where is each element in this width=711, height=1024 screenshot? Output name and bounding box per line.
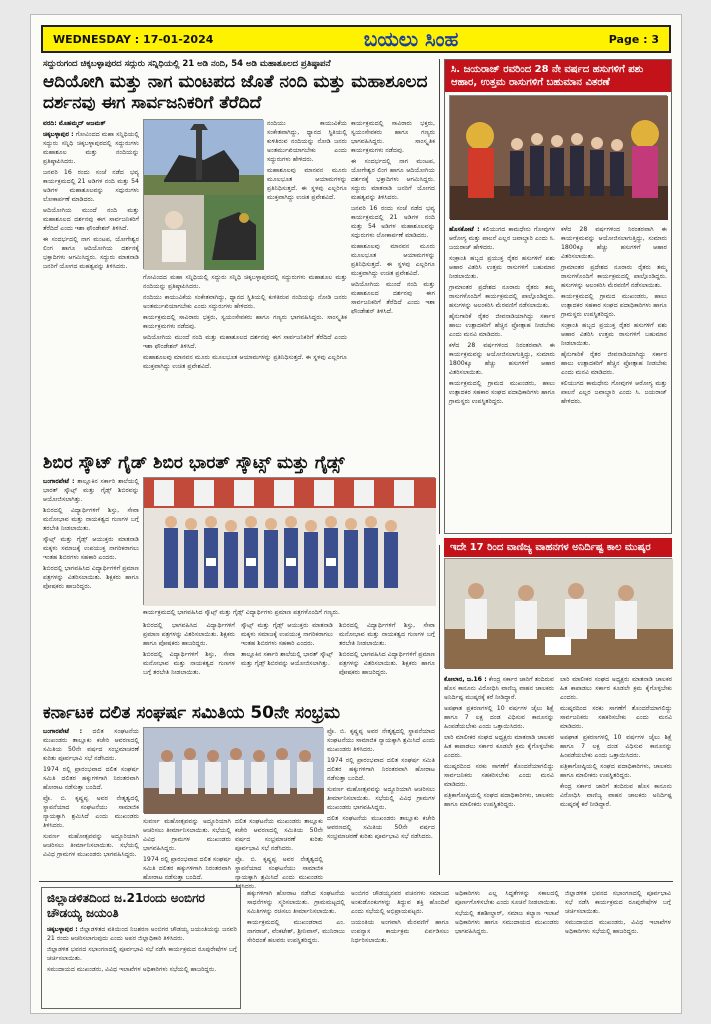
story7-body-col1 bbox=[247, 889, 345, 1009]
story7-body-col2 bbox=[351, 889, 449, 1009]
story1-kicker: ಸದ್ದುರುಗಂದ ಚಿಕ್ಕಬಳ್ಳಾಪುರದ ಸದ್ಗುರು ಸನ್ನಿಧಿಯಲ್ಲಿ 21 ಅಡಿ ನಂದಿ, 54 ಅಡಿ ಮಹಾಶೂಲದ ಪ್ರತಿಷ್ಠಾಪನೆ bbox=[43, 59, 331, 69]
story2-para: ಹೈನುಗಾರಿಕೆ ರೈತರ ಜೀವನಾಡಿಯಾಗಿದ್ದು ಸರ್ಕಾರ ಹಾಲು ಉತ್ಪಾದಕರಿಗೆ ಹೆಚ್ಚಿನ ಪ್ರೋತ್ಸಾಹ ನೀಡಬೇಕು ಎಂದು ಮನವಿ ಮಾಡಿದರು. bbox=[449, 313, 555, 338]
story1-para: ಈ ಸಂದರ್ಭದಲ್ಲಿ ನಾಗ ಮಂಟಪ, ಯೋಗೇಶ್ವರ ಲಿಂಗ ಹಾಗೂ ಆದಿಯೋಗಿಯ ದರ್ಶನಕ್ಕೆ ಭಕ್ತಾದಿಗಳು ಆಗಮಿಸಿದ್ದರು. ಸದ್ದುರು ಮಾತನಾಡಿ ಜನರಿಗೆ ಯೋಗದ ಮಹತ್ವವನ್ನು ತಿಳಿಸಿದರು. bbox=[351, 158, 435, 201]
story4-para: ಮುಷ್ಕರದಿಂದ ಸರಕು ಸಾಗಣೆಗೆ ತೊಂದರೆಯಾಗಲಿದ್ದು ಸಾರ್ವಜನಿಕರು ಸಹಕರಿಸಬೇಕು ಎಂದು ಮನವಿ ಮಾಡಿದರು. bbox=[444, 763, 554, 788]
story1-para: ನಂದಿಯು ಕಾಯುವಿಕೆಯ ಸಂಕೇತವಾಗಿದ್ದು, ಧ್ಯಾನದ ಸ್ಥಿತಿಯಲ್ಲಿ ಕುಳಿತಿರುವ ನಂದಿಯನ್ನು ನೋಡಿ ಜನರು ಅಂತರ್ಮುಖಿಯಾಗಬೇಕು ಎಂದು ಸದ್ದುರುಗಳು ಹೇಳಿದರು. bbox=[143, 294, 347, 310]
story7-para: ಹಕ್ಕುಗಳಿಗಾಗಿ ಹೋರಾಟ ನಡೆಸಿದ ಸಂಘಟನೆಯ ಸಾಧನೆಗಳನ್ನು ಸ್ಮರಿಸಲಾಯಿತು. ಗ್ರಾಮಮಟ್ಟದಲ್ಲಿ ಸಮಿತಿಗಳನ್ನು ರಚಿಸಲು ತೀರ್ಮಾನಿಸಲಾಯಿತು. bbox=[247, 890, 345, 915]
story7-para: ಕಾರ್ಯಕ್ರಮದಲ್ಲಿ ಮುಖಂಡರಾದ ಎಂ. ನಾಗರಾಜ್, ವೆಂಕಟೇಶ್, ಶ್ರೀನಿವಾಸ್, ಮುನಿರಾಜು ಸೇರಿದಂತೆ ಹಲವರು ಉಪಸ್ಥಿತರಿದ್ದರು. bbox=[247, 919, 345, 944]
story2-body-col1 bbox=[449, 225, 555, 530]
story4-place: ಕೋಲಾರ, ಜ.16 : bbox=[444, 676, 487, 683]
column-divider bbox=[439, 59, 440, 534]
story3-body-col4 bbox=[339, 621, 435, 701]
story1-para: ಜನವರಿ 16 ರಂದು ಸಂಜೆ ನಡೆದ ಭವ್ಯ ಕಾರ್ಯಕ್ರಮದಲ್ಲಿ 21 ಅಡಿಗಳ ನಂದಿ ಮತ್ತು 54 ಅಡಿಗಳ ಮಹಾಶೂಲವನ್ನು ಸದ್ಗುರುಗಳು ಲೋಕಾರ್ಪಣೆ ಮಾಡಿದರು. bbox=[351, 205, 435, 239]
story3-headline: ಶಿಬಿರ ಸ್ಕೌಟ್ ಗೈಡ್ ಶಿಬಿರ ಭಾರತ್ ಸ್ಕೌಟ್ಸ್ ಮತ್ತು ಗೈಡ್ಸ್ bbox=[43, 453, 345, 473]
story3-body-col2 bbox=[143, 621, 235, 701]
story4-para: ಮುಷ್ಕರದಿಂದ ಸರಕು ಸಾಗಣೆಗೆ ತೊಂದರೆಯಾಗಲಿದ್ದು ಸಾರ್ವಜನಿಕರು ಸಹಕರಿಸಬೇಕು ಎಂದು ಮನವಿ ಮಾಡಿದರು. bbox=[560, 705, 672, 730]
story4-photo bbox=[444, 558, 672, 668]
story5-para: ಸುವರ್ಣ ಮಹೋತ್ಸವವನ್ನು ಅದ್ದೂರಿಯಾಗಿ ಆಚರಿಸಲು ತೀರ್ಮಾನಿಸಲಾಯಿತು. ಸಭೆಯಲ್ಲಿ ವಿವಿಧ ಗ್ರಾಮಗಳ ಮುಖಂಡರು ಭಾಗವಹಿಸಿದ್ದರು. bbox=[143, 818, 231, 852]
story1-place: ಚಿಕ್ಕಬಳ್ಳಾಪುರ : bbox=[43, 131, 74, 138]
story5-photo bbox=[143, 727, 323, 813]
story1-photo-collage bbox=[143, 119, 263, 269]
story4-para: ಅಪಘಾತ ಪ್ರಕರಣಗಳಲ್ಲಿ 10 ವರ್ಷಗಳ ಜೈಲು ಶಿಕ್ಷೆ ಹಾಗೂ 7 ಲಕ್ಷ ದಂಡ ವಿಧಿಸುವ ಕಾನೂನನ್ನು ಹಿಂಪಡೆಯಬೇಕು ಎಂದು ಒತ್ತಾಯಿಸಿದರು. bbox=[560, 734, 672, 759]
story5-para: 1974 ರಲ್ಲಿ ಪ್ರಾರಂಭವಾದ ದಲಿತ ಸಂಘರ್ಷ ಸಮಿತಿ ದಲಿತರ ಹಕ್ಕುಗಳಿಗಾಗಿ ನಿರಂತರವಾಗಿ ಹೋರಾಟ ನಡೆಸುತ್ತಾ ಬಂದಿದೆ. bbox=[43, 766, 139, 791]
story1-body-col2 bbox=[267, 119, 347, 269]
meeting-group-photo bbox=[144, 728, 324, 814]
story4-body-col1 bbox=[444, 675, 554, 875]
story5-para: ದಲಿತ ಸಂಘಟನೆಯ ಮುಖಂಡರು ತಾಲ್ಲೂಕು ಕಚೇರಿ ಆವರಣದಲ್ಲಿ ಸಮಿತಿಯ 50ನೇ ವರ್ಷದ ಸಂಭ್ರಮಾಚರಣೆ ಕುರಿತು ಪೂರ್ವಭಾವಿ ಸಭೆ ನಡೆಸಿದರು. bbox=[327, 815, 435, 840]
story5-headline: ಕರ್ನಾಟಕ ದಲಿತ ಸಂಘರ್ಷ ಸಮಿತಿಯ 50ನೇ ಸಂಭ್ರಮ bbox=[43, 703, 341, 723]
story2-para: ಕಾರ್ಯಕ್ರಮದಲ್ಲಿ ಗ್ರಾಮದ ಮುಖಂಡರು, ಹಾಲು ಉತ್ಪಾದಕರ ಸಹಕಾರ ಸಂಘದ ಪದಾಧಿಕಾರಿಗಳು ಹಾಗೂ ಗ್ರಾಮಸ್ಥರು ಉಪಸ್ಥಿತರಿದ್ದರು. bbox=[449, 380, 555, 405]
story5-body-col3 bbox=[143, 817, 231, 881]
story2-place: ಹೊಸಕೋಟೆ : bbox=[449, 226, 480, 233]
story2-body-col2 bbox=[561, 225, 667, 530]
newspaper-page bbox=[30, 14, 682, 1014]
story5-para: ಪ್ರೊ. ಬಿ. ಕೃಷ್ಣಪ್ಪ ಅವರ ನೇತೃತ್ವದಲ್ಲಿ ಸ್ಥಾಪನೆಯಾದ ಸಂಘಟನೆಯು ಸಾಮಾಜಿಕ ನ್ಯಾಯಕ್ಕಾಗಿ ಶ್ರಮಿಸಿದೆ ಎಂದು ಮುಖಂಡರು ತಿಳಿಸಿದರು. bbox=[327, 728, 435, 753]
story4-body-col2 bbox=[560, 675, 672, 875]
story1-para: ಮಹಾಶೂಲವು ಮಾನವನ ಮೂರು ಮೂಲಭೂತ ಆಯಾಮಗಳನ್ನು ಪ್ರತಿನಿಧಿಸುತ್ತದೆ. ಈ ಸ್ಥಳವು ಎಲ್ಲರಿಗೂ ಮುಕ್ತವಾಗಿದ್ದು ಉಚಿತ ಪ್ರವೇಶವಿದೆ. bbox=[351, 243, 435, 277]
story6-para: ಜಿಲ್ಲಾಡಳಿತದ ವತಿಯಿಂದ ನಿಜಶರಣ ಅಂಬಿಗರ ಚೌಡಯ್ಯ ಜಯಂತಿಯನ್ನು ಜನವರಿ 21 ರಂದು ಆಚರಿಸಲಾಗುವುದು ಎಂದು ಅಪರ ಜಿಲ್ಲಾಧಿಕಾರಿ ತಿಳಿಸಿದರು. bbox=[47, 926, 237, 942]
story2-para: ಹೈನುಗಾರಿಕೆ ರೈತರ ಜೀವನಾಡಿಯಾಗಿದ್ದು ಸರ್ಕಾರ ಹಾಲು ಉತ್ಪಾದಕರಿಗೆ ಹೆಚ್ಚಿನ ಪ್ರೋತ್ಸಾಹ ನೀಡಬೇಕು ಎಂದು ಮನವಿ ಮಾಡಿದರು. bbox=[561, 351, 667, 376]
section-divider bbox=[39, 881, 673, 882]
story1-para: ನಂದಿಯು ಕಾಯುವಿಕೆಯ ಸಂಕೇತವಾಗಿದ್ದು, ಧ್ಯಾನದ ಸ್ಥಿತಿಯಲ್ಲಿ ಕುಳಿತಿರುವ ನಂದಿಯನ್ನು ನೋಡಿ ಜನರು ಅಂತರ್ಮುಖಿಯಾಗಬೇಕು ಎಂದು ಸದ್ದುರುಗಳು ಹೇಳಿದರು. bbox=[267, 120, 347, 163]
story4-headline: ಇದೇ 17 ರಿಂದ ವಾಣಿಜ್ಯ ವಾಹನಗಳ ಅನಿರ್ದಿಷ್ಟ ಕಾಲ ಮುಷ್ಕರ bbox=[444, 538, 672, 557]
story3-body-col3 bbox=[241, 621, 333, 701]
story3-para: ಸ್ಕೌಟ್ಸ್ ಮತ್ತು ಗೈಡ್ಸ್ ಆಯುಕ್ತರು ಮಾತನಾಡಿ ಮಕ್ಕಳು ಸಮಾಜಕ್ಕೆ ಉಪಯುಕ್ತ ನಾಗರಿಕರಾಗಲು ಇಂತಹ ಶಿಬಿರಗಳು ಸಹಕಾರಿ ಎಂದರು. bbox=[43, 536, 139, 561]
story2-para: ಕಾರ್ಯಕ್ರಮದಲ್ಲಿ ಗ್ರಾಮದ ಮುಖಂಡರು, ಹಾಲು ಉತ್ಪಾದಕರ ಸಹಕಾರ ಸಂಘದ ಪದಾಧಿಕಾರಿಗಳು ಹಾಗೂ ಗ್ರಾಮಸ್ಥರು ಉಪಸ್ಥಿತರಿದ್ದರು. bbox=[561, 293, 667, 318]
story2-para: ಗ್ರಾಮಾಂತರ ಪ್ರದೇಶದ ನೂರಾರು ರೈತರು ತಮ್ಮ ರಾಸುಗಳೊಂದಿಗೆ ಕಾರ್ಯಕ್ರಮದಲ್ಲಿ ಪಾಲ್ಗೊಂಡಿದ್ದರು. ಹಸುಗಳನ್ನು ಅಲಂಕರಿಸಿ ಮೆರವಣಿಗೆ ನಡೆಸಲಾಯಿತು. bbox=[449, 284, 555, 309]
nandi-statue-photo bbox=[144, 120, 264, 270]
story2-para: ಕಲಿಯುಗದ ಕಾಮಧೇನು ಗೋವುಗಳ ಆರೋಗ್ಯ ಮತ್ತು ಪಾಲನೆ ಎಲ್ಲರ ಜವಾಬ್ದಾರಿ ಎಂದು ಸಿ. ಜಯರಾಜ್ ಹೇಳಿದರು. bbox=[449, 226, 555, 251]
story1-byline: ವರದಿ: ಮೊಹಮ್ಮದ್ ಅಜಮತ್ bbox=[43, 120, 106, 127]
story3-para: ಶಿಬಿರದಲ್ಲಿ ವಿದ್ಯಾರ್ಥಿಗಳಿಗೆ ಶಿಸ್ತು, ಸೇವಾ ಮನೋಭಾವ ಮತ್ತು ನಾಯಕತ್ವದ ಗುಣಗಳ ಬಗ್ಗೆ ತರಬೇತಿ ನೀಡಲಾಯಿತು. bbox=[339, 622, 435, 647]
story4-para: ಲಾರಿ ಮಾಲೀಕರ ಸಂಘದ ಅಧ್ಯಕ್ಷರು ಮಾತನಾಡಿ ಚಾಲಕರ ಹಿತ ಕಾಪಾಡಲು ಸರ್ಕಾರ ಕೂಡಲೇ ಕ್ರಮ ಕೈಗೊಳ್ಳಬೇಕು ಎಂದರು. bbox=[560, 676, 672, 701]
story4-para: ಅಪಘಾತ ಪ್ರಕರಣಗಳಲ್ಲಿ 10 ವರ್ಷಗಳ ಜೈಲು ಶಿಕ್ಷೆ ಹಾಗೂ 7 ಲಕ್ಷ ದಂಡ ವಿಧಿಸುವ ಕಾನೂನನ್ನು ಹಿಂಪಡೆಯಬೇಕು ಎಂದು ಒತ್ತಾಯಿಸಿದರು. bbox=[444, 705, 554, 730]
yakshagana-stage-photo bbox=[450, 96, 668, 220]
story5-para: ಸುವರ್ಣ ಮಹೋತ್ಸವವನ್ನು ಅದ್ದೂರಿಯಾಗಿ ಆಚರಿಸಲು ತೀರ್ಮಾನಿಸಲಾಯಿತು. ಸಭೆಯಲ್ಲಿ ವಿವಿಧ ಗ್ರಾಮಗಳ ಮುಖಂಡರು ಭಾಗವಹಿಸಿದ್ದರು. bbox=[43, 833, 139, 858]
story2-para: ಸಂಕ್ರಾಂತಿ ಹಬ್ಬದ ಪ್ರಯುಕ್ತ ರೈತರ ಹಸುಗಳಿಗೆ ಪಶು ಆಹಾರ ವಿತರಿಸಿ ಉತ್ತಮ ರಾಸುಗಳಿಗೆ ಬಹುಮಾನ ನೀಡಲಾಯಿತು. bbox=[449, 255, 555, 280]
scouts-group-photo bbox=[144, 478, 436, 606]
story1-para: ಗೋವಿಂದದ ಮಹಾ ಸನ್ನಿಧಿಯಲ್ಲಿ ಸದ್ದುರು ಸನ್ನಿಧಿ ಚಿಕ್ಕಬಳ್ಳಾಪುರದಲ್ಲಿ ಸದ್ದುರುಗಳು ಮಹಾಶೂಲ ಮತ್ತು ನಂದಿಯನ್ನು ಪ್ರತಿಷ್ಠಾಪಿಸಿದರು. bbox=[143, 274, 347, 290]
story6-body bbox=[47, 925, 237, 1005]
story9-para: ಅಧಿಕಾರಿಗಳು ಎಲ್ಲ ಸಿದ್ಧತೆಗಳನ್ನು ಸಕಾಲದಲ್ಲಿ ಪೂರ್ಣಗೊಳಿಸಬೇಕು ಎಂದು ಸೂಚನೆ ನೀಡಲಾಯಿತು. bbox=[455, 890, 559, 906]
story5-para: ದಲಿತ ಸಂಘಟನೆಯ ಮುಖಂಡರು ತಾಲ್ಲೂಕು ಕಚೇರಿ ಆವರಣದಲ್ಲಿ ಸಮಿತಿಯ 50ನೇ ವರ್ಷದ ಸಂಭ್ರಮಾಚರಣೆ ಕುರಿತು ಪೂರ್ವಭಾವಿ ಸಭೆ ನಡೆಸಿದರು. bbox=[235, 818, 323, 852]
masthead-page-number: Page : 3 bbox=[608, 32, 659, 46]
story6-para: ಜಿಲ್ಲಾಡಳಿತ ಭವನದ ಸಭಾಂಗಣದಲ್ಲಿ ಪೂರ್ವಭಾವಿ ಸಭೆ ನಡೆಸಿ ಕಾರ್ಯಕ್ರಮದ ರೂಪುರೇಷೆಗಳ ಬಗ್ಗೆ ಚರ್ಚಿಸಲಾಯಿತು. bbox=[565, 890, 671, 915]
masthead bbox=[41, 25, 671, 53]
story5-para: ಸುವರ್ಣ ಮಹೋತ್ಸವವನ್ನು ಅದ್ದೂರಿಯಾಗಿ ಆಚರಿಸಲು ತೀರ್ಮಾನಿಸಲಾಯಿತು. ಸಭೆಯಲ್ಲಿ ವಿವಿಧ ಗ್ರಾಮಗಳ ಮುಖಂಡರು ಭಾಗವಹಿಸಿದ್ದರು. bbox=[327, 786, 435, 811]
story5-body-col4 bbox=[235, 817, 323, 890]
story5-body-col2 bbox=[327, 727, 435, 877]
story3-para: ಶಿಬಿರದಲ್ಲಿ ವಿದ್ಯಾರ್ಥಿಗಳಿಗೆ ಶಿಸ್ತು, ಸೇವಾ ಮನೋಭಾವ ಮತ್ತು ನಾಯಕತ್ವದ ಗುಣಗಳ ಬಗ್ಗೆ ತರಬೇತಿ ನೀಡಲಾಯಿತು. bbox=[143, 651, 235, 676]
story1-para: ಗೋವಿಂದದ ಮಹಾ ಸನ್ನಿಧಿಯಲ್ಲಿ ಸದ್ದುರು ಸನ್ನಿಧಿ ಚಿಕ್ಕಬಳ್ಳಾಪುರದಲ್ಲಿ ಸದ್ದುರುಗಳು ಮಹಾಶೂಲ ಮತ್ತು ನಂದಿಯನ್ನು ಪ್ರತಿಷ್ಠಾಪಿಸಿದರು. bbox=[43, 131, 140, 165]
story3-photo bbox=[143, 477, 435, 605]
story4-para: ಲಾರಿ ಮಾಲೀಕರ ಸಂಘದ ಅಧ್ಯಕ್ಷರು ಮಾತನಾಡಿ ಚಾಲಕರ ಹಿತ ಕಾಪಾಡಲು ಸರ್ಕಾರ ಕೂಡಲೇ ಕ್ರಮ ಕೈಗೊಳ್ಳಬೇಕು ಎಂದರು. bbox=[444, 734, 554, 759]
story4-para: ಕೇಂದ್ರ ಸರ್ಕಾರ ಜಾರಿಗೆ ತಂದಿರುವ ಹೊಸ ಕಾನೂನು ವಿರೋಧಿಸಿ ವಾಣಿಜ್ಯ ವಾಹನ ಚಾಲಕರು ಅನಿರ್ದಿಷ್ಟ ಮುಷ್ಕರಕ್ಕೆ ಕರೆ ನೀಡಿದ್ದಾರೆ. bbox=[444, 676, 554, 701]
story2-para: ಸಂಕ್ರಾಂತಿ ಹಬ್ಬದ ಪ್ರಯುಕ್ತ ರೈತರ ಹಸುಗಳಿಗೆ ಪಶು ಆಹಾರ ವಿತರಿಸಿ ಉತ್ತಮ ರಾಸುಗಳಿಗೆ ಬಹುಮಾನ ನೀಡಲಾಯಿತು. bbox=[561, 322, 667, 347]
story5-place: ಬಂಗಾರಪೇಟೆ : bbox=[43, 728, 83, 735]
masthead-title: ಬಯಲು ಸಿಂಹ bbox=[363, 27, 459, 51]
story3-place: ಬಂಗಾರಪೇಟೆ : bbox=[43, 478, 75, 485]
story5-para: ದಲಿತ ಸಂಘಟನೆಯ ಮುಖಂಡರು ತಾಲ್ಲೂಕು ಕಚೇರಿ ಆವರಣದಲ್ಲಿ ಸಮಿತಿಯ 50ನೇ ವರ್ಷದ ಸಂಭ್ರಮಾಚರಣೆ ಕುರಿತು ಪೂರ್ವಭಾವಿ ಸಭೆ ನಡೆಸಿದರು. bbox=[43, 728, 139, 762]
story1-para: ಆದಿಯೋಗಿಯ ಮುಂದೆ ನಂದಿ ಮತ್ತು ಮಹಾಶೂಲದ ದರ್ಶನವು ಈಗ ಸಾರ್ವಜನಿಕರಿಗೆ ತೆರೆದಿದೆ ಎಂದು ಇಶಾ ಫೌಂಡೇಶನ್ ತಿಳಿಸಿದೆ. bbox=[43, 207, 139, 232]
story6-place: ಚಿಕ್ಕಬಳ್ಳಾಪುರ : bbox=[47, 926, 78, 933]
story1-body-col4 bbox=[143, 273, 347, 449]
story4-para: ಕೇಂದ್ರ ಸರ್ಕಾರ ಜಾರಿಗೆ ತಂದಿರುವ ಹೊಸ ಕಾನೂನು ವಿರೋಧಿಸಿ ವಾಣಿಜ್ಯ ವಾಹನ ಚಾಲಕರು ಅನಿರ್ದಿಷ್ಟ ಮುಷ್ಕರಕ್ಕೆ ಕರೆ ನೀಡಿದ್ದಾರೆ. bbox=[560, 783, 672, 808]
story1-para: ಆದಿಯೋಗಿಯ ಮುಂದೆ ನಂದಿ ಮತ್ತು ಮಹಾಶೂಲದ ದರ್ಶನವು ಈಗ ಸಾರ್ವಜನಿಕರಿಗೆ ತೆರೆದಿದೆ ಎಂದು ಇಶಾ ಫೌಂಡೇಶನ್ ತಿಳಿಸಿದೆ. bbox=[351, 281, 435, 315]
story2-para: ಕಳೆದ 28 ವರ್ಷಗಳಿಂದ ನಿರಂತರವಾಗಿ ಈ ಕಾರ್ಯಕ್ರಮವನ್ನು ಆಯೋಜಿಸಲಾಗುತ್ತಿದ್ದು, ಸುಮಾರು 1800ಕ್ಕೂ ಹೆಚ್ಚು ಹಸುಗಳಿಗೆ ಆಹಾರ ವಿತರಿಸಲಾಯಿತು. bbox=[449, 342, 555, 376]
story5-para: ಪ್ರೊ. ಬಿ. ಕೃಷ್ಣಪ್ಪ ಅವರ ನೇತೃತ್ವದಲ್ಲಿ ಸ್ಥಾಪನೆಯಾದ ಸಂಘಟನೆಯು ಸಾಮಾಜಿಕ ನ್ಯಾಯಕ್ಕಾಗಿ ಶ್ರಮಿಸಿದೆ ಎಂದು ಮುಖಂಡರು ತಿಳಿಸಿದರು. bbox=[43, 795, 139, 829]
story3-body-col1 bbox=[43, 477, 139, 697]
story3-para: ಸ್ಕೌಟ್ಸ್ ಮತ್ತು ಗೈಡ್ಸ್ ಆಯುಕ್ತರು ಮಾತನಾಡಿ ಮಕ್ಕಳು ಸಮಾಜಕ್ಕೆ ಉಪಯುಕ್ತ ನಾಗರಿಕರಾಗಲು ಇಂತಹ ಶಿಬಿರಗಳು ಸಹಕಾರಿ ಎಂದರು. bbox=[241, 622, 333, 647]
story5-para: ಪ್ರೊ. ಬಿ. ಕೃಷ್ಣಪ್ಪ ಅವರ ನೇತೃತ್ವದಲ್ಲಿ ಸ್ಥಾಪನೆಯಾದ ಸಂಘಟನೆಯು ಸಾಮಾಜಿಕ ನ್ಯಾಯಕ್ಕಾಗಿ ಶ್ರಮಿಸಿದೆ ಎಂದು ಮುಖಂಡರು ತಿಳಿಸಿದರು. bbox=[235, 856, 323, 890]
story3-para: ಶಿಬಿರದಲ್ಲಿ ಭಾಗವಹಿಸಿದ ವಿದ್ಯಾರ್ಥಿಗಳಿಗೆ ಪ್ರಮಾಣ ಪತ್ರಗಳನ್ನು ವಿತರಿಸಲಾಯಿತು. ಶಿಕ್ಷಕರು ಹಾಗೂ ಪೋಷಕರು ಹಾಜರಿದ್ದರು. bbox=[43, 565, 139, 590]
story5-para: 1974 ರಲ್ಲಿ ಪ್ರಾರಂಭವಾದ ದಲಿತ ಸಂಘರ್ಷ ಸಮಿತಿ ದಲಿತರ ಹಕ್ಕುಗಳಿಗಾಗಿ ನಿರಂತರವಾಗಿ ಹೋರಾಟ ನಡೆಸುತ್ತಾ ಬಂದಿದೆ. bbox=[327, 757, 435, 782]
press-meet-photo bbox=[445, 559, 673, 669]
story1-para: ಆದಿಯೋಗಿಯ ಮುಂದೆ ನಂದಿ ಮತ್ತು ಮಹಾಶೂಲದ ದರ್ಶನವು ಈಗ ಸಾರ್ವಜನಿಕರಿಗೆ ತೆರೆದಿದೆ ಎಂದು ಇಶಾ ಫೌಂಡೇಶನ್ ತಿಳಿಸಿದೆ. bbox=[143, 334, 347, 350]
story2-headline: ಸಿ. ಜಯರಾಜ್ ರವರಿಂದ 28 ನೇ ವರ್ಷದ ಹಸುಗಳಿಗೆ ಪಶು ಆಹಾರ, ಉತ್ತಮ ರಾಸುಗಳಿಗೆ ಬಹುಮಾನ ವಿತರಣೆ bbox=[445, 60, 671, 92]
story2-para: ಕಲಿಯುಗದ ಕಾಮಧೇನು ಗೋವುಗಳ ಆರೋಗ್ಯ ಮತ್ತು ಪಾಲನೆ ಎಲ್ಲರ ಜವಾಬ್ದಾರಿ ಎಂದು ಸಿ. ಜಯರಾಜ್ ಹೇಳಿದರು. bbox=[561, 380, 667, 405]
story3-para: ತಾಲ್ಲೂಕಿನ ಸರ್ಕಾರಿ ಶಾಲೆಯಲ್ಲಿ ಭಾರತ್ ಸ್ಕೌಟ್ಸ್ ಮತ್ತು ಗೈಡ್ಸ್ ಶಿಬಿರವನ್ನು ಆಯೋಜಿಸಲಾಗಿತ್ತು. bbox=[43, 478, 140, 503]
story1-body-col1 bbox=[43, 119, 139, 419]
story2-photo bbox=[449, 95, 667, 219]
story6-para: ಸಮುದಾಯದ ಮುಖಂಡರು, ವಿವಿಧ ಇಲಾಖೆಗಳ ಅಧಿಕಾರಿಗಳು ಸಭೆಯಲ್ಲಿ ಹಾಜರಿದ್ದರು. bbox=[47, 966, 217, 973]
story3-para: ಶಿಬಿರದಲ್ಲಿ ವಿದ್ಯಾರ್ಥಿಗಳಿಗೆ ಶಿಸ್ತು, ಸೇವಾ ಮನೋಭಾವ ಮತ್ತು ನಾಯಕತ್ವದ ಗುಣಗಳ ಬಗ್ಗೆ ತರಬೇತಿ ನೀಡಲಾಯಿತು. bbox=[43, 507, 139, 532]
story8-para: ಜಯಂತಿಯ ಅಂಗವಾಗಿ ಮೆರವಣಿಗೆ ಹಾಗೂ ಉಪನ್ಯಾಸ ಕಾರ್ಯಕ್ರಮ ಏರ್ಪಡಿಸಲು ನಿರ್ಧರಿಸಲಾಯಿತು. bbox=[351, 919, 449, 944]
story2-para: ಗ್ರಾಮಾಂತರ ಪ್ರದೇಶದ ನೂರಾರು ರೈತರು ತಮ್ಮ ರಾಸುಗಳೊಂದಿಗೆ ಕಾರ್ಯಕ್ರಮದಲ್ಲಿ ಪಾಲ್ಗೊಂಡಿದ್ದರು. ಹಸುಗಳನ್ನು ಅಲಂಕರಿಸಿ ಮೆರವಣಿಗೆ ನಡೆಸಲಾಯಿತು. bbox=[561, 264, 667, 289]
story3-para: ಶಿಬಿರದಲ್ಲಿ ಭಾಗವಹಿಸಿದ ವಿದ್ಯಾರ್ಥಿಗಳಿಗೆ ಪ್ರಮಾಣ ಪತ್ರಗಳನ್ನು ವಿತರಿಸಲಾಯಿತು. ಶಿಕ್ಷಕರು ಹಾಗೂ ಪೋಷಕರು ಹಾಜರಿದ್ದರು. bbox=[339, 651, 435, 676]
story1-para: ಮಹಾಶೂಲವು ಮಾನವನ ಮೂರು ಮೂಲಭೂತ ಆಯಾಮಗಳನ್ನು ಪ್ರತಿನಿಧಿಸುತ್ತದೆ. ಈ ಸ್ಥಳವು ಎಲ್ಲರಿಗೂ ಮುಕ್ತವಾಗಿದ್ದು ಉಚಿತ ಪ್ರವೇಶವಿದೆ. bbox=[267, 167, 347, 201]
story3-para: ಶಿಬಿರದಲ್ಲಿ ಭಾಗವಹಿಸಿದ ವಿದ್ಯಾರ್ಥಿಗಳಿಗೆ ಪ್ರಮಾಣ ಪತ್ರಗಳನ್ನು ವಿತರಿಸಲಾಯಿತು. ಶಿಕ್ಷಕರು ಹಾಗೂ ಪೋಷಕರು ಹಾಜರಿದ್ದರು. bbox=[143, 622, 235, 647]
story1-para: ಮಹಾಶೂಲವು ಮಾನವನ ಮೂರು ಮೂಲಭೂತ ಆಯಾಮಗಳನ್ನು ಪ್ರತಿನಿಧಿಸುತ್ತದೆ. ಈ ಸ್ಥಳವು ಎಲ್ಲರಿಗೂ ಮುಕ್ತವಾಗಿದ್ದು ಉಚಿತ ಪ್ರವೇಶವಿದೆ. bbox=[143, 354, 347, 370]
story8-body bbox=[455, 889, 559, 1009]
story3-caption: ಕಾರ್ಯಕ್ರಮದಲ್ಲಿ ಭಾಗವಹಿಸಿದ ಸ್ಕೌಟ್ಸ್ ಮತ್ತು ಗೈಡ್ಸ್ ವಿದ್ಯಾರ್ಥಿಗಳು ಪ್ರಮಾಣ ಪತ್ರಗಳೊಂದಿಗೆ ಗಣ್ಯರು. bbox=[143, 609, 340, 616]
story1-para: ಜನವರಿ 16 ರಂದು ಸಂಜೆ ನಡೆದ ಭವ್ಯ ಕಾರ್ಯಕ್ರಮದಲ್ಲಿ 21 ಅಡಿಗಳ ನಂದಿ ಮತ್ತು 54 ಅಡಿಗಳ ಮಹಾಶೂಲವನ್ನು ಸದ್ಗುರುಗಳು ಲೋಕಾರ್ಪಣೆ ಮಾಡಿದರು. bbox=[43, 169, 139, 203]
story4-para: ಪತ್ರಿಕಾಗೋಷ್ಠಿಯಲ್ಲಿ ಸಂಘದ ಪದಾಧಿಕಾರಿಗಳು, ಚಾಲಕರು ಹಾಗೂ ಮಾಲೀಕರು ಉಪಸ್ಥಿತರಿದ್ದರು. bbox=[560, 763, 672, 779]
story2-para: ಕಳೆದ 28 ವರ್ಷಗಳಿಂದ ನಿರಂತರವಾಗಿ ಈ ಕಾರ್ಯಕ್ರಮವನ್ನು ಆಯೋಜಿಸಲಾಗುತ್ತಿದ್ದು, ಸುಮಾರು 1800ಕ್ಕೂ ಹೆಚ್ಚು ಹಸುಗಳಿಗೆ ಆಹಾರ ವಿತರಿಸಲಾಯಿತು. bbox=[561, 226, 667, 260]
story3-para: ತಾಲ್ಲೂಕಿನ ಸರ್ಕಾರಿ ಶಾಲೆಯಲ್ಲಿ ಭಾರತ್ ಸ್ಕೌಟ್ಸ್ ಮತ್ತು ಗೈಡ್ಸ್ ಶಿಬಿರವನ್ನು ಆಯೋಜಿಸಲಾಗಿತ್ತು. bbox=[241, 651, 333, 667]
story1-headline: ಆದಿಯೋಗಿ ಮತ್ತು ನಾಗ ಮಂಟಪದ ಜೊತೆ ನಂದಿ ಮತ್ತು ಮಹಾಶೂಲದ ದರ್ಶನವು ಈಗ ಸಾರ್ವಜನಿಕರಿಗೆ ತೆರೆದಿದೆ bbox=[43, 72, 428, 114]
story1-para: ಕಾರ್ಯಕ್ರಮದಲ್ಲಿ ಸಾವಿರಾರು ಭಕ್ತರು, ಸ್ವಯಂಸೇವಕರು ಹಾಗೂ ಗಣ್ಯರು ಭಾಗವಹಿಸಿದ್ದರು. ಸಾಂಸ್ಕೃತಿಕ ಕಾರ್ಯಕ್ರಮಗಳು ನಡೆದವು. bbox=[143, 314, 347, 330]
masthead-date: WEDNESDAY : 17-01-2024 bbox=[53, 32, 214, 46]
story6-headline: ಜಿಲ್ಲಾಡಳಿತದಿಂದ ಜ.21ರಂದು ಅಂಬಿಗರ ಚೌಡಯ್ಯ ಜಯಂತಿ bbox=[47, 891, 205, 920]
story9-para: ಸಭೆಯಲ್ಲಿ ತಹಶೀಲ್ದಾರ್, ಸಮಾಜ ಕಲ್ಯಾಣ ಇಲಾಖೆ ಅಧಿಕಾರಿಗಳು ಹಾಗೂ ಸಮುದಾಯದ ಮುಖಂಡರು ಭಾಗವಹಿಸಿದ್ದರು. bbox=[455, 910, 559, 935]
story4-para: ಪತ್ರಿಕಾಗೋಷ್ಠಿಯಲ್ಲಿ ಸಂಘದ ಪದಾಧಿಕಾರಿಗಳು, ಚಾಲಕರು ಹಾಗೂ ಮಾಲೀಕರು ಉಪಸ್ಥಿತರಿದ್ದರು. bbox=[444, 792, 554, 808]
story1-body-col3 bbox=[351, 119, 435, 449]
story5-para: 1974 ರಲ್ಲಿ ಪ್ರಾರಂಭವಾದ ದಲಿತ ಸಂಘರ್ಷ ಸಮಿತಿ ದಲಿತರ ಹಕ್ಕುಗಳಿಗಾಗಿ ನಿರಂತರವಾಗಿ ಹೋರಾಟ ನಡೆಸುತ್ತಾ ಬಂದಿದೆ. bbox=[143, 856, 231, 881]
story5-body-col1 bbox=[43, 727, 139, 877]
story6-para: ಜಿಲ್ಲಾಡಳಿತ ಭವನದ ಸಭಾಂಗಣದಲ್ಲಿ ಪೂರ್ವಭಾವಿ ಸಭೆ ನಡೆಸಿ ಕಾರ್ಯಕ್ರಮದ ರೂಪುರೇಷೆಗಳ ಬಗ್ಗೆ ಚರ್ಚಿಸಲಾಯಿತು. bbox=[47, 946, 237, 962]
story1-para: ಕಾರ್ಯಕ್ರಮದಲ್ಲಿ ಸಾವಿರಾರು ಭಕ್ತರು, ಸ್ವಯಂಸೇವಕರು ಹಾಗೂ ಗಣ್ಯರು ಭಾಗವಹಿಸಿದ್ದರು. ಸಾಂಸ್ಕೃತಿಕ ಕಾರ್ಯಕ್ರಮಗಳು ನಡೆದವು. bbox=[351, 120, 435, 154]
column-divider bbox=[439, 545, 440, 875]
story6-para: ಸಮುದಾಯದ ಮುಖಂಡರು, ವಿವಿಧ ಇಲಾಖೆಗಳ ಅಧಿಕಾರಿಗಳು ಸಭೆಯಲ್ಲಿ ಹಾಜರಿದ್ದರು. bbox=[565, 919, 671, 935]
story1-para: ಈ ಸಂದರ್ಭದಲ್ಲಿ ನಾಗ ಮಂಟಪ, ಯೋಗೇಶ್ವರ ಲಿಂಗ ಹಾಗೂ ಆದಿಯೋಗಿಯ ದರ್ಶನಕ್ಕೆ ಭಕ್ತಾದಿಗಳು ಆಗಮಿಸಿದ್ದರು. ಸದ್ದುರು ಮಾತನಾಡಿ ಜನರಿಗೆ ಯೋಗದ ಮಹತ್ವವನ್ನು ತಿಳಿಸಿದರು. bbox=[43, 236, 139, 270]
story9-body bbox=[565, 889, 671, 1009]
story8-para: ಅಂಬಿಗರ ಚೌಡಯ್ಯನವರ ವಚನಗಳು ಸಮಾಜದ ಅಂಕುಡೊಂಕುಗಳನ್ನು ತಿದ್ದುವ ಶಕ್ತಿ ಹೊಂದಿವೆ ಎಂದು ಸಭೆಯಲ್ಲಿ ಅಭಿಪ್ರಾಯಪಟ್ಟರು. bbox=[351, 890, 449, 915]
